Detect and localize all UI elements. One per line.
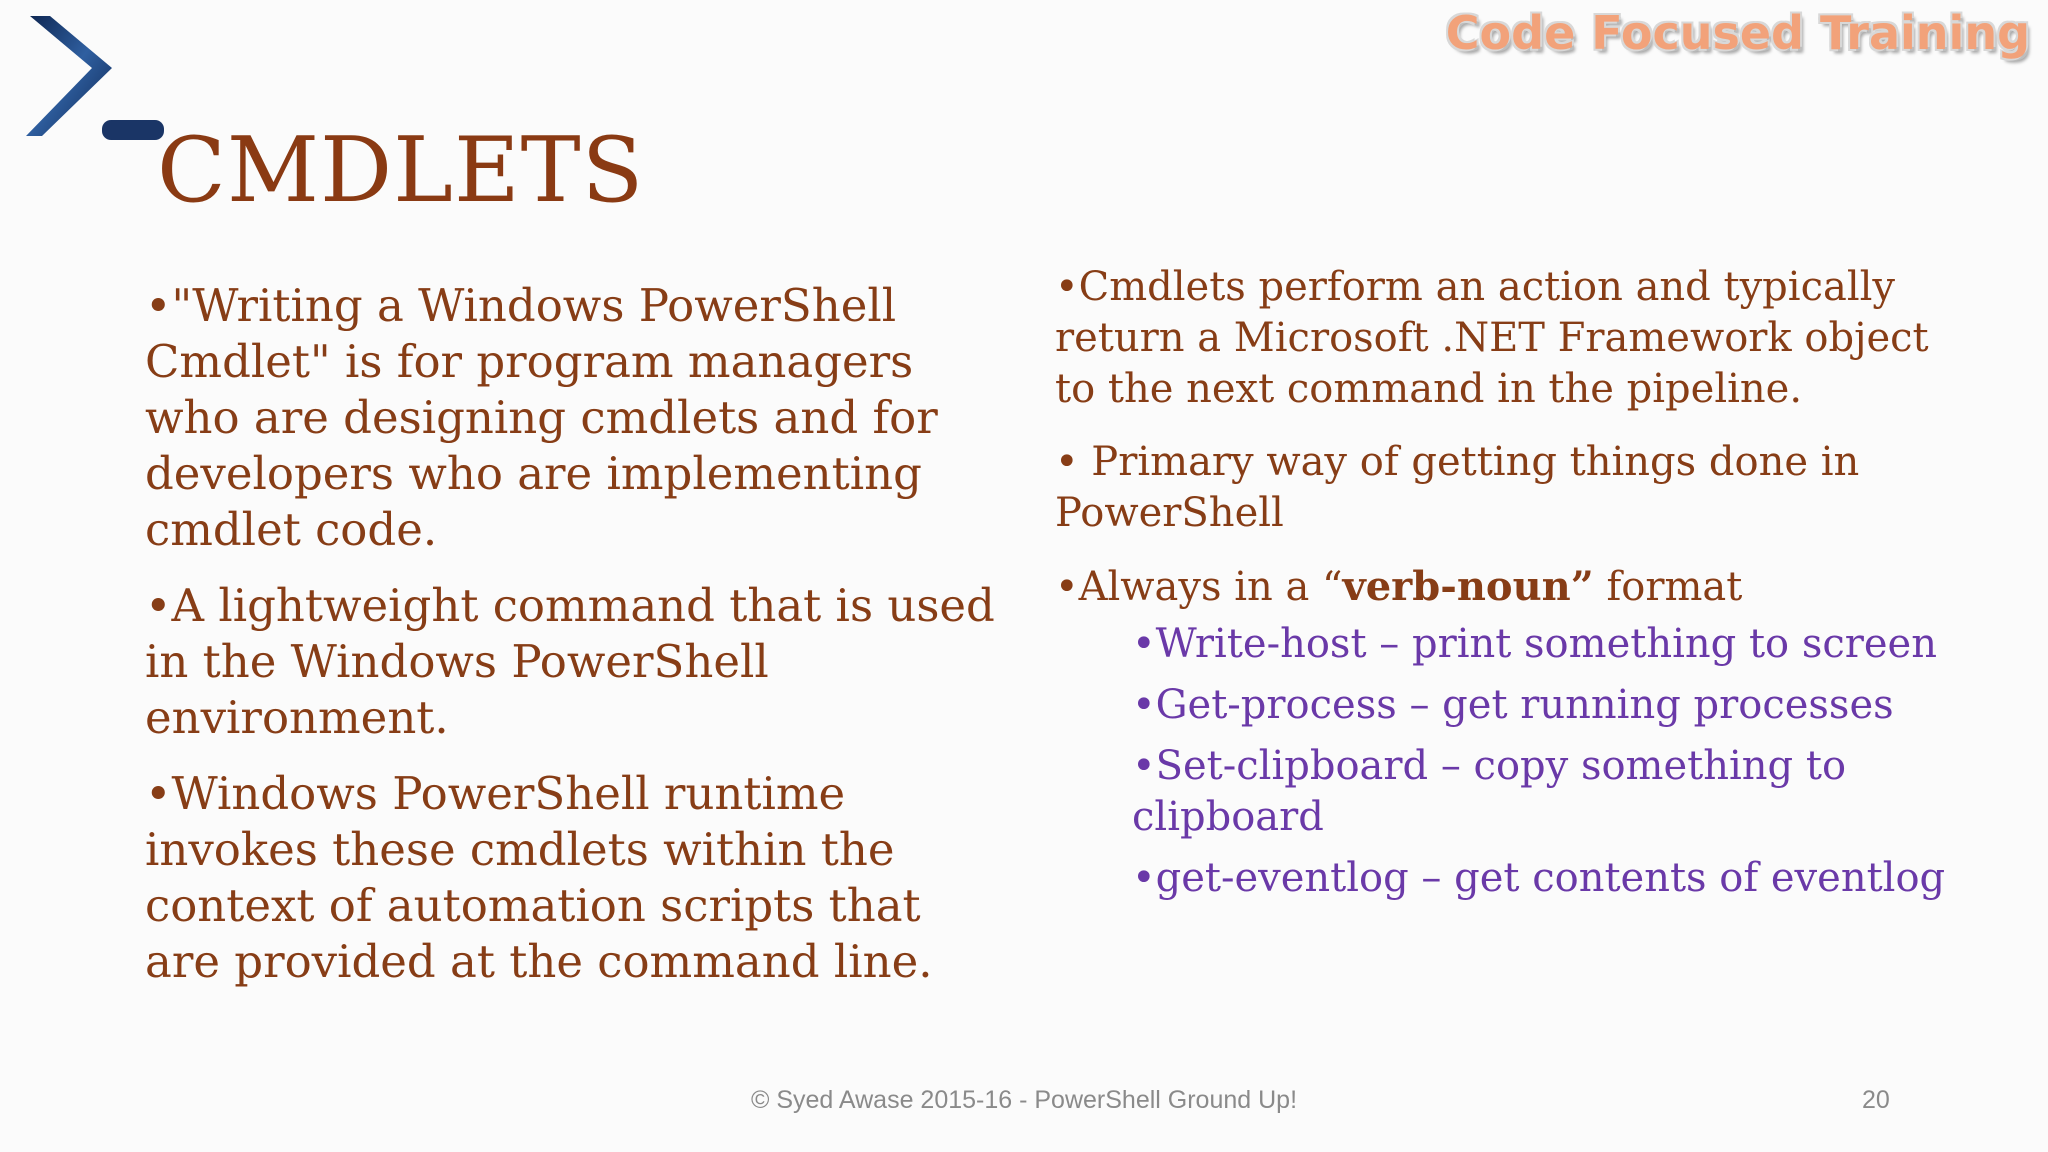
bullet-paragraph: •Windows PowerShell runtime invokes these cmdlets within the context of automation scripts that are provided at the command line. (145, 767, 933, 988)
format-prefix: •Always in a “ (1055, 564, 1343, 610)
bullet-paragraph: •"Writing a Windows PowerShell Cmdlet" is for program managers who are designing cmdlets and for developers who are implementing cmdlet code. (145, 279, 938, 556)
brand-logo-text: Code Focused Training (1445, 6, 2030, 60)
left-column (145, 278, 995, 1010)
powershell-prompt-icon (20, 8, 170, 148)
right-column (1055, 262, 1955, 914)
example-item: •get-eventlog – get contents of eventlog (1132, 855, 1946, 901)
bullet-paragraph: •A lightweight command that is used in the Windows PowerShell environment. (145, 579, 995, 744)
bullet-paragraph: •Cmdlets perform an action and typically return a Microsoft .NET Framework object to the next command in the pipeline. (1055, 264, 1929, 412)
format-verb-noun: verb-noun” (1342, 563, 1594, 610)
format-suffix: format (1593, 564, 1743, 610)
page-number: 20 (1862, 1086, 1890, 1114)
footer-copyright: © Syed Awase 2015-16 - PowerShell Ground Up! (750, 1086, 1298, 1114)
bullet-paragraph-format (1055, 561, 1955, 613)
example-item: •Write-host – print something to screen (1132, 621, 1937, 667)
slide-title: CMDLETS (157, 118, 645, 223)
example-item: •Set-clipboard – copy something to clipboard (1132, 743, 1847, 840)
bullet-paragraph: • Primary way of getting things done in PowerShell (1055, 439, 1860, 536)
example-item: •Get-process – get running processes (1132, 682, 1894, 728)
